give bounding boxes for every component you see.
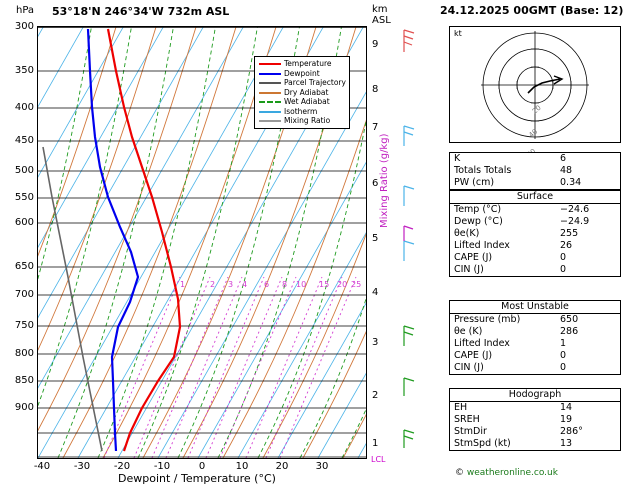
km-tick-3: 3 bbox=[372, 337, 379, 348]
km-tick-6: 6 bbox=[372, 178, 379, 189]
table-row bbox=[450, 165, 620, 177]
surface-value-dewp: −24.9 bbox=[560, 216, 590, 227]
mixing-ratio-tick-6: 6 bbox=[264, 280, 270, 289]
table-row bbox=[450, 402, 620, 414]
wind-barb-column bbox=[392, 26, 432, 459]
pressure-tick-900: 900 bbox=[14, 402, 34, 413]
hodograph-ring-label-40: 40 bbox=[527, 127, 540, 140]
temp-tick-0: 0 bbox=[198, 461, 206, 472]
legend-label-parcel: Parcel Trajectory bbox=[284, 78, 346, 87]
table-row bbox=[450, 240, 620, 252]
km-tick-8: 8 bbox=[372, 84, 379, 95]
legend-item-dry-adiabat bbox=[258, 88, 346, 98]
table-row bbox=[450, 426, 620, 438]
chart-legend bbox=[254, 56, 350, 129]
hodograph-stats-table bbox=[449, 388, 621, 451]
km-tick-4: 4 bbox=[372, 287, 379, 298]
index-value-totals: 48 bbox=[560, 165, 573, 176]
pressure-tick-650: 650 bbox=[14, 261, 34, 272]
mu-key-thetae: θe (K) bbox=[454, 326, 483, 337]
mu-value-cape: 0 bbox=[560, 350, 567, 361]
table-row bbox=[450, 177, 620, 189]
legend-label-wet-adiabat: Wet Adiabat bbox=[284, 97, 330, 106]
copyright-notice bbox=[455, 468, 558, 478]
temp-tick--30: -30 bbox=[73, 461, 91, 472]
mixing-ratio-tick-20: 20 bbox=[337, 280, 348, 289]
pressure-tick-600: 600 bbox=[14, 217, 34, 228]
table-row bbox=[450, 350, 620, 362]
mixing-ratio-tick-4: 4 bbox=[242, 280, 248, 289]
copyright-symbol: © bbox=[455, 468, 467, 478]
mu-key-pressure: Pressure (mb) bbox=[454, 314, 521, 325]
mu-key-cape: CAPE (J) bbox=[454, 350, 493, 361]
pressure-tick-750: 750 bbox=[14, 320, 34, 331]
surface-value-temp: −24.6 bbox=[560, 204, 590, 215]
legend-item-wet-adiabat bbox=[258, 97, 346, 107]
table-row bbox=[450, 338, 620, 350]
hodo-value-sreh: 19 bbox=[560, 414, 573, 425]
mu-value-pressure: 650 bbox=[560, 314, 579, 325]
hodograph-trace bbox=[528, 79, 560, 93]
table-row bbox=[450, 228, 620, 240]
mixing-ratio-tick-2: 2 bbox=[210, 280, 216, 289]
table-row bbox=[450, 216, 620, 228]
mu-key-cin: CIN (J) bbox=[454, 362, 484, 373]
table-row bbox=[450, 326, 620, 338]
surface-key-cape: CAPE (J) bbox=[454, 252, 493, 263]
mu-value-lifted-index: 1 bbox=[560, 338, 567, 349]
parcel-trajectory-line bbox=[43, 147, 102, 451]
legend-item-temperature bbox=[258, 59, 346, 69]
hodo-value-stmdir: 286° bbox=[560, 426, 583, 437]
mixing-ratio-tick-10: 10 bbox=[296, 280, 307, 289]
hodograph-stats-title: Hodograph bbox=[450, 389, 620, 402]
hodo-key-stmdir: StmDir bbox=[454, 426, 487, 437]
station-title: 53°18'N 246°34'W 732m ASL bbox=[52, 5, 230, 18]
mixing-ratio-axis-label: Mixing Ratio (g/kg) bbox=[379, 133, 390, 228]
index-key-pw: PW (cm) bbox=[454, 177, 495, 188]
legend-label-mixing-ratio: Mixing Ratio bbox=[284, 116, 331, 125]
pressure-tick-800: 800 bbox=[14, 348, 34, 359]
temp-tick--10: -10 bbox=[153, 461, 171, 472]
hodo-key-eh: EH bbox=[454, 402, 468, 413]
hodo-key-stmspd: StmSpd (kt) bbox=[454, 438, 511, 449]
x-axis-title: Dewpoint / Temperature (°C) bbox=[118, 472, 276, 485]
temp-tick-10: 10 bbox=[235, 461, 249, 472]
mu-key-lifted-index: Lifted Index bbox=[454, 338, 510, 349]
pressure-tick-300: 300 bbox=[14, 21, 34, 32]
temp-tick-30: 30 bbox=[315, 461, 329, 472]
mixing-ratio-tick-15: 15 bbox=[319, 280, 330, 289]
legend-item-isotherm bbox=[258, 107, 346, 117]
table-row bbox=[450, 264, 620, 276]
hodograph-unit-label: kt bbox=[454, 29, 462, 38]
temperature-line bbox=[108, 29, 180, 451]
copyright-text: weatheronline.co.uk bbox=[466, 468, 558, 478]
index-key-k: K bbox=[454, 153, 461, 164]
skewt-plot bbox=[37, 26, 367, 459]
km-tick-1: 1 bbox=[372, 438, 379, 449]
pressure-tick-450: 450 bbox=[14, 135, 34, 146]
table-row bbox=[450, 252, 620, 264]
surface-value-thetae: 255 bbox=[560, 228, 579, 239]
legend-item-dewpoint bbox=[258, 69, 346, 79]
legend-label-dewpoint: Dewpoint bbox=[284, 68, 320, 78]
temp-tick--40: -40 bbox=[33, 461, 51, 472]
hodo-value-eh: 14 bbox=[560, 402, 573, 413]
hodograph-ring-label-20: 20 bbox=[530, 103, 543, 116]
surface-key-thetae: θe(K) bbox=[454, 228, 480, 239]
mu-value-cin: 0 bbox=[560, 362, 567, 373]
index-value-pw: 0.34 bbox=[560, 177, 582, 188]
surface-value-lifted-index: 26 bbox=[560, 240, 573, 251]
pressure-axis-unit: hPa bbox=[16, 5, 35, 16]
surface-key-dewp: Dewp (°C) bbox=[454, 216, 503, 227]
legend-label-temperature: Temperature bbox=[284, 59, 332, 68]
surface-table-title: Surface bbox=[450, 191, 620, 204]
most-unstable-title: Most Unstable bbox=[450, 301, 620, 314]
km-tick-2: 2 bbox=[372, 390, 379, 401]
mu-value-thetae: 286 bbox=[560, 326, 579, 337]
run-datetime-title: 24.12.2025 00GMT (Base: 12) bbox=[440, 4, 624, 17]
table-row bbox=[450, 414, 620, 426]
most-unstable-table bbox=[449, 300, 621, 375]
km-tick-7: 7 bbox=[372, 122, 379, 133]
km-tick-9: 9 bbox=[372, 39, 379, 50]
index-key-totals: Totals Totals bbox=[454, 165, 512, 176]
index-value-k: 6 bbox=[560, 153, 567, 164]
pressure-tick-550: 550 bbox=[14, 192, 34, 203]
temp-tick-20: 20 bbox=[275, 461, 289, 472]
mixing-ratio-tick-3: 3 bbox=[228, 280, 234, 289]
table-row bbox=[450, 362, 620, 374]
legend-label-isotherm: Isotherm bbox=[284, 106, 318, 116]
pressure-tick-500: 500 bbox=[14, 165, 34, 176]
hodograph-panel bbox=[449, 26, 621, 143]
surface-value-cape: 0 bbox=[560, 252, 567, 263]
table-row bbox=[450, 153, 620, 165]
table-row bbox=[450, 204, 620, 216]
surface-table bbox=[449, 190, 621, 277]
km-tick-5: 5 bbox=[372, 233, 379, 244]
pressure-tick-850: 850 bbox=[14, 375, 34, 386]
table-row bbox=[450, 438, 620, 450]
mixing-ratio-tick-1: 1 bbox=[180, 280, 186, 289]
surface-key-lifted-index: Lifted Index bbox=[454, 240, 510, 251]
table-row bbox=[450, 314, 620, 326]
legend-label-dry-adiabat: Dry Adiabat bbox=[284, 87, 329, 97]
mixing-ratio-tick-25: 25 bbox=[351, 280, 362, 289]
surface-key-cin: CIN (J) bbox=[454, 264, 484, 275]
pressure-tick-400: 400 bbox=[14, 102, 34, 113]
lcl-label: LCL bbox=[371, 455, 386, 464]
hodo-value-stmspd: 13 bbox=[560, 438, 573, 449]
hodograph-canvas bbox=[450, 27, 620, 142]
hodo-key-sreh: SREH bbox=[454, 414, 480, 425]
pressure-tick-350: 350 bbox=[14, 65, 34, 76]
pressure-tick-700: 700 bbox=[14, 289, 34, 300]
surface-key-temp: Temp (°C) bbox=[454, 204, 502, 215]
temp-tick--20: -20 bbox=[113, 461, 131, 472]
height-axis-unit: km bbox=[372, 4, 388, 15]
height-axis-asl-label: ASL bbox=[372, 15, 391, 26]
surface-value-cin: 0 bbox=[560, 264, 567, 275]
indices-table bbox=[449, 152, 621, 190]
legend-item-mixing-ratio bbox=[258, 116, 346, 126]
legend-item-parcel bbox=[258, 78, 346, 88]
mixing-ratio-tick-8: 8 bbox=[282, 280, 288, 289]
